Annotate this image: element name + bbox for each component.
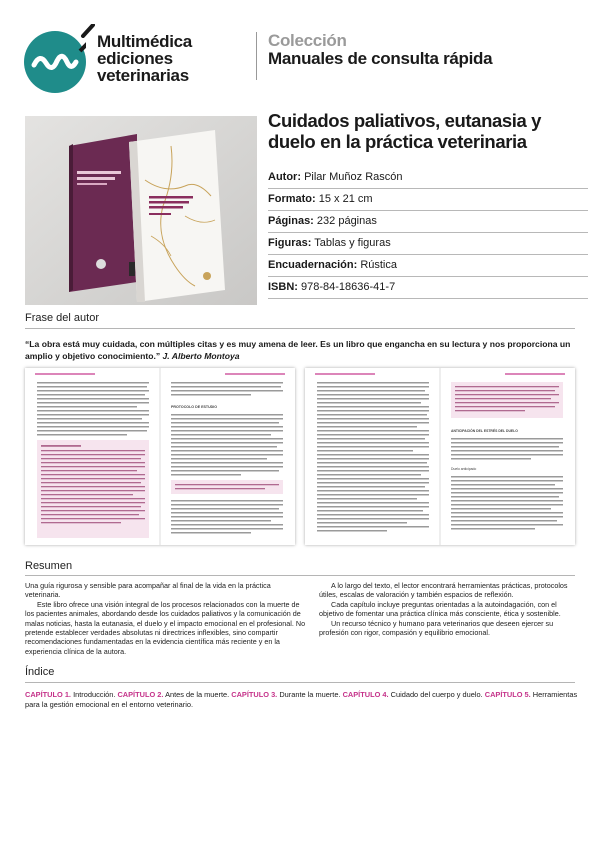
spread-subheading: Duelo anticipado: [451, 467, 477, 471]
collection-label: Colección: [268, 31, 347, 50]
publisher-name-line3: veterinarias: [97, 66, 189, 85]
chapter-number: CAPÍTULO 3.: [231, 690, 278, 699]
collection-name: Manuales de consulta rápida: [268, 49, 493, 68]
book-title-line2: duelo en la práctica veterinaria: [268, 131, 527, 152]
meta-label: ISBN:: [268, 281, 298, 293]
summary-paragraph: Una guía rigurosa y sensible para acompañar al final de la vida en la práctica veterinaria.: [25, 581, 271, 600]
meta-row-pages: [268, 211, 588, 233]
chapter-title: Durante la muerte: [279, 690, 339, 699]
spread-heading-anticipation: ANTICIPACIÓN DEL ESTRÉS DEL DUELO: [451, 429, 518, 433]
author-quote: [25, 338, 580, 362]
meta-label: Encuadernación:: [268, 259, 358, 271]
sample-spread-1: [25, 368, 295, 545]
meta-label: Figuras:: [268, 237, 312, 249]
summary-right-column: [319, 581, 581, 637]
book-metadata: [268, 167, 588, 299]
book-title-line1: Cuidados paliativos, eutanasia y: [268, 110, 542, 131]
meta-row-author: [268, 167, 588, 189]
section-title-index: Índice: [25, 666, 55, 678]
meta-label: Formato:: [268, 193, 316, 205]
chapter-number: CAPÍTULO 4.: [342, 690, 389, 699]
publisher-name-line1: Multimédica: [97, 32, 192, 51]
chapter-number: CAPÍTULO 1.: [25, 690, 71, 699]
book-title: [268, 110, 588, 152]
meta-value: Pilar Muñoz Rascón: [304, 171, 403, 183]
chapter-title: Cuidado del cuerpo y duelo: [390, 690, 481, 699]
summary-paragraph: Cada capítulo incluye preguntas orientadas a la autoindagación, con el objetivo de fomentar una práctica clínica más consciente, ética y sostenible.: [319, 599, 561, 619]
meta-row-figures: [268, 233, 588, 255]
table-of-contents: CAPÍTULO 1. Introducción. CAPÍTULO 2. Antes de la muerte. CAPÍTULO 3. Durante la muerte. CAPÍTULO 4. Cuidado del cuerpo y duelo. CAPÍTULO 5. Herramientas para la gestión emocional en el entorno veterinario.: [25, 690, 578, 709]
meta-value: 232 páginas: [316, 215, 377, 227]
book-cover-image: [25, 116, 257, 305]
logo-accent-mark: [79, 24, 95, 38]
sample-spread-2: [305, 368, 575, 545]
meta-value: 15 x 21 cm: [318, 193, 373, 205]
header-divider: [256, 32, 257, 80]
meta-label: Páginas:: [268, 215, 314, 227]
summary-left-column: [25, 581, 307, 656]
chapter-title: Introducción: [73, 690, 114, 699]
summary-paragraph: A lo largo del texto, el lector encontrará herramientas prácticas, protocolos útiles, escalas de valoración y también espacios de reflexión.: [319, 581, 568, 600]
chapter-title: Herramientas para la gestión emocional en el entorno veterinario: [25, 690, 578, 709]
meta-value: 978-84-18636-41-7: [301, 281, 396, 293]
section-title-summary: Resumen: [25, 560, 73, 572]
section-title-quote: Frase del autor: [25, 312, 99, 324]
meta-row-isbn: [268, 277, 588, 299]
quote-text: “La obra está muy cuidada, con múltiples citas y es muy amena de leer. Es un libro que engancha en su lectura y nos proporciona un amplio y objetivo conocimiento.”: [25, 339, 571, 361]
chapter-number: CAPÍTULO 5.: [484, 690, 531, 699]
meta-value: Rústica: [360, 259, 397, 271]
chapter-title: Antes de la muerte: [165, 690, 228, 699]
divider: [25, 575, 575, 576]
summary-paragraph: Este libro ofrece una visión integral de los procesos relacionados con la muerte de los pacientes animales, abordando desde los cuidados paliativos y la comunicación de malas noticias, hasta la eutanasia, el duelo y el impacto emocional en el profesional. No pretende establecer verdades absolutas ni directrices inflexibles, sino compartir recomendaciones fundamentadas en la evidencia científica más reciente y en la experiencia clínica de la autora.: [25, 599, 306, 656]
meta-value: Tablas y figuras: [314, 237, 391, 249]
chapter-number: CAPÍTULO 2.: [117, 690, 164, 699]
meta-label: Autor:: [268, 171, 301, 183]
meta-row-binding: [268, 255, 588, 277]
publisher-logo-icon: [24, 31, 86, 93]
divider: [25, 682, 575, 683]
divider: [25, 328, 575, 329]
meta-row-format: [268, 189, 588, 211]
publisher-name-line2: ediciones: [97, 49, 173, 68]
quote-author: J. Alberto Montoya: [162, 351, 240, 361]
spread-heading-protocol: PROTOCOLO DE ESTUDIO: [171, 405, 218, 409]
publisher-name: [97, 33, 192, 84]
summary-paragraph: Un recurso técnico y humano para veterinarios que deseen ejercer su profesión con rigor, compasión y equilibrio emocional.: [319, 618, 554, 638]
